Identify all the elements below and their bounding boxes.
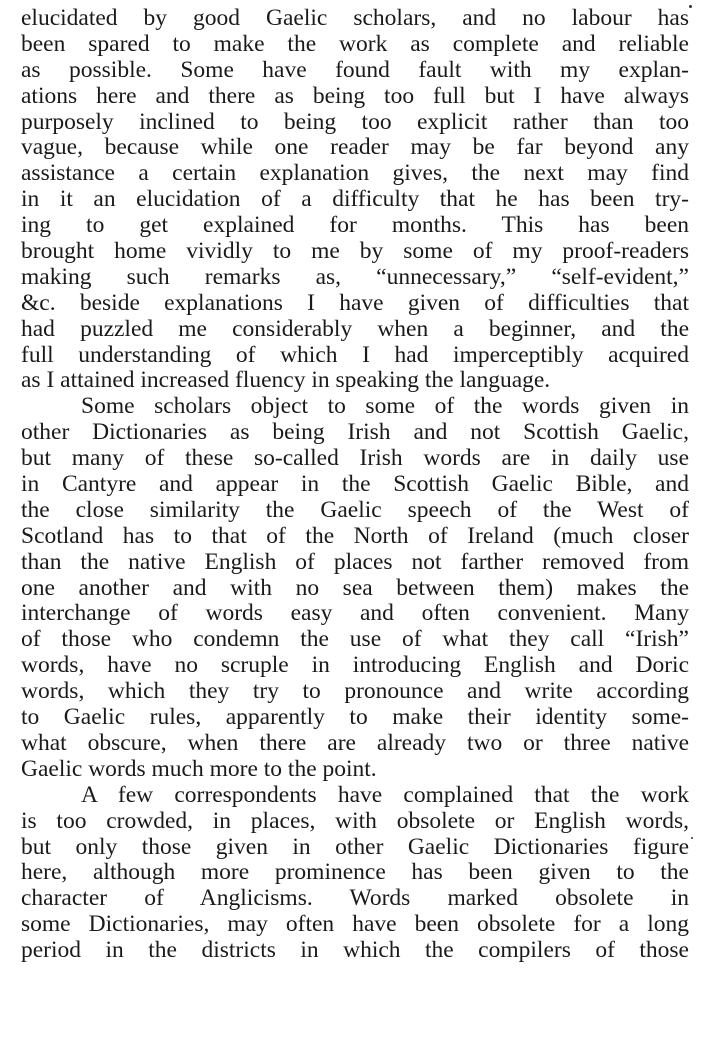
text-line-21: Scotland has to that of the North of Ireland (much closer — [21, 522, 689, 549]
text-line-36: some Dictionaries, may often have been obsolete for a long — [21, 911, 689, 938]
text-line-22: than the native English of places not farther removed from — [21, 548, 689, 575]
print-speck — [689, 5, 692, 8]
text-line-26: words, have no scruple in introducing English and Doric — [21, 652, 689, 679]
text-line-29: what obscure, when there are already two or three native — [21, 729, 689, 756]
text-line-18: but many of these so-called Irish words are in daily use — [21, 445, 689, 472]
text-line-7: assistance a certain explanation gives, the next may find — [21, 160, 689, 187]
text-line-27: words, which they try to pronounce and write according — [21, 678, 689, 705]
text-line-6: vague, because while one reader may be far beyond any — [21, 134, 689, 161]
text-line-35: character of Anglicisms. Words marked obsolete in — [21, 885, 689, 912]
text-line-15: as I attained increased fluency in speaking the language. — [21, 367, 551, 394]
text-line-12: &c. beside explanations I have given of difficulties that — [21, 289, 689, 316]
text-line-3: as possible. Some have found fault with my explan- — [21, 56, 689, 83]
text-line-37: period in the districts in which the compilers of those — [21, 937, 689, 964]
text-line-8: in it an elucidation of a difficulty that he has been try- — [21, 186, 689, 213]
text-line-14: full understanding of which I had imperceptibly acquired — [21, 341, 689, 368]
text-line-2: been spared to make the work as complete and reliable — [21, 30, 689, 57]
text-line-13: had puzzled me considerably when a beginner, and the — [21, 315, 689, 342]
text-line-20: the close similarity the Gaelic speech of the West of — [21, 496, 689, 523]
text-line-24: interchange of words easy and often convenient. Many — [21, 600, 689, 627]
text-line-28: to Gaelic rules, apparently to make their identity some- — [21, 704, 689, 731]
print-speck — [691, 837, 693, 839]
text-line-25: of those who condemn the use of what they call “Irish” — [21, 626, 689, 653]
text-line-1: elucidated by good Gaelic scholars, and no labour has — [21, 5, 689, 31]
text-line-32: is too crowded, in places, with obsolete or English words, — [21, 807, 689, 834]
text-line-4: ations here and there as being too full but I have always — [21, 82, 689, 109]
text-line-17: other Dictionaries as being Irish and not Scottish Gaelic, — [21, 419, 689, 446]
text-line-10: brought home vividly to me by some of my proof-readers — [21, 238, 689, 265]
text-line-23: one another and with no sea between them) makes the — [21, 574, 689, 601]
text-line-11: making such remarks as, “unnecessary,” “self-evident,” — [21, 263, 689, 290]
text-line-9: ing to get explained for months. This has been — [21, 212, 689, 239]
text-line-33: but only those given in other Gaelic Dictionaries figure — [21, 833, 689, 860]
text-line-19: in Cantyre and appear in the Scottish Gaelic Bible, and — [21, 471, 689, 498]
text-line-16: Some scholars object to some of the words given in — [81, 393, 689, 420]
document-page — [21, 6, 689, 964]
text-line-30: Gaelic words much more to the point. — [21, 755, 377, 782]
text-line-34: here, although more prominence has been given to the — [21, 859, 689, 886]
text-line-5: purposely inclined to being too explicit rather than too — [21, 108, 689, 135]
text-line-31: A few correspondents have complained that the work — [81, 781, 689, 808]
